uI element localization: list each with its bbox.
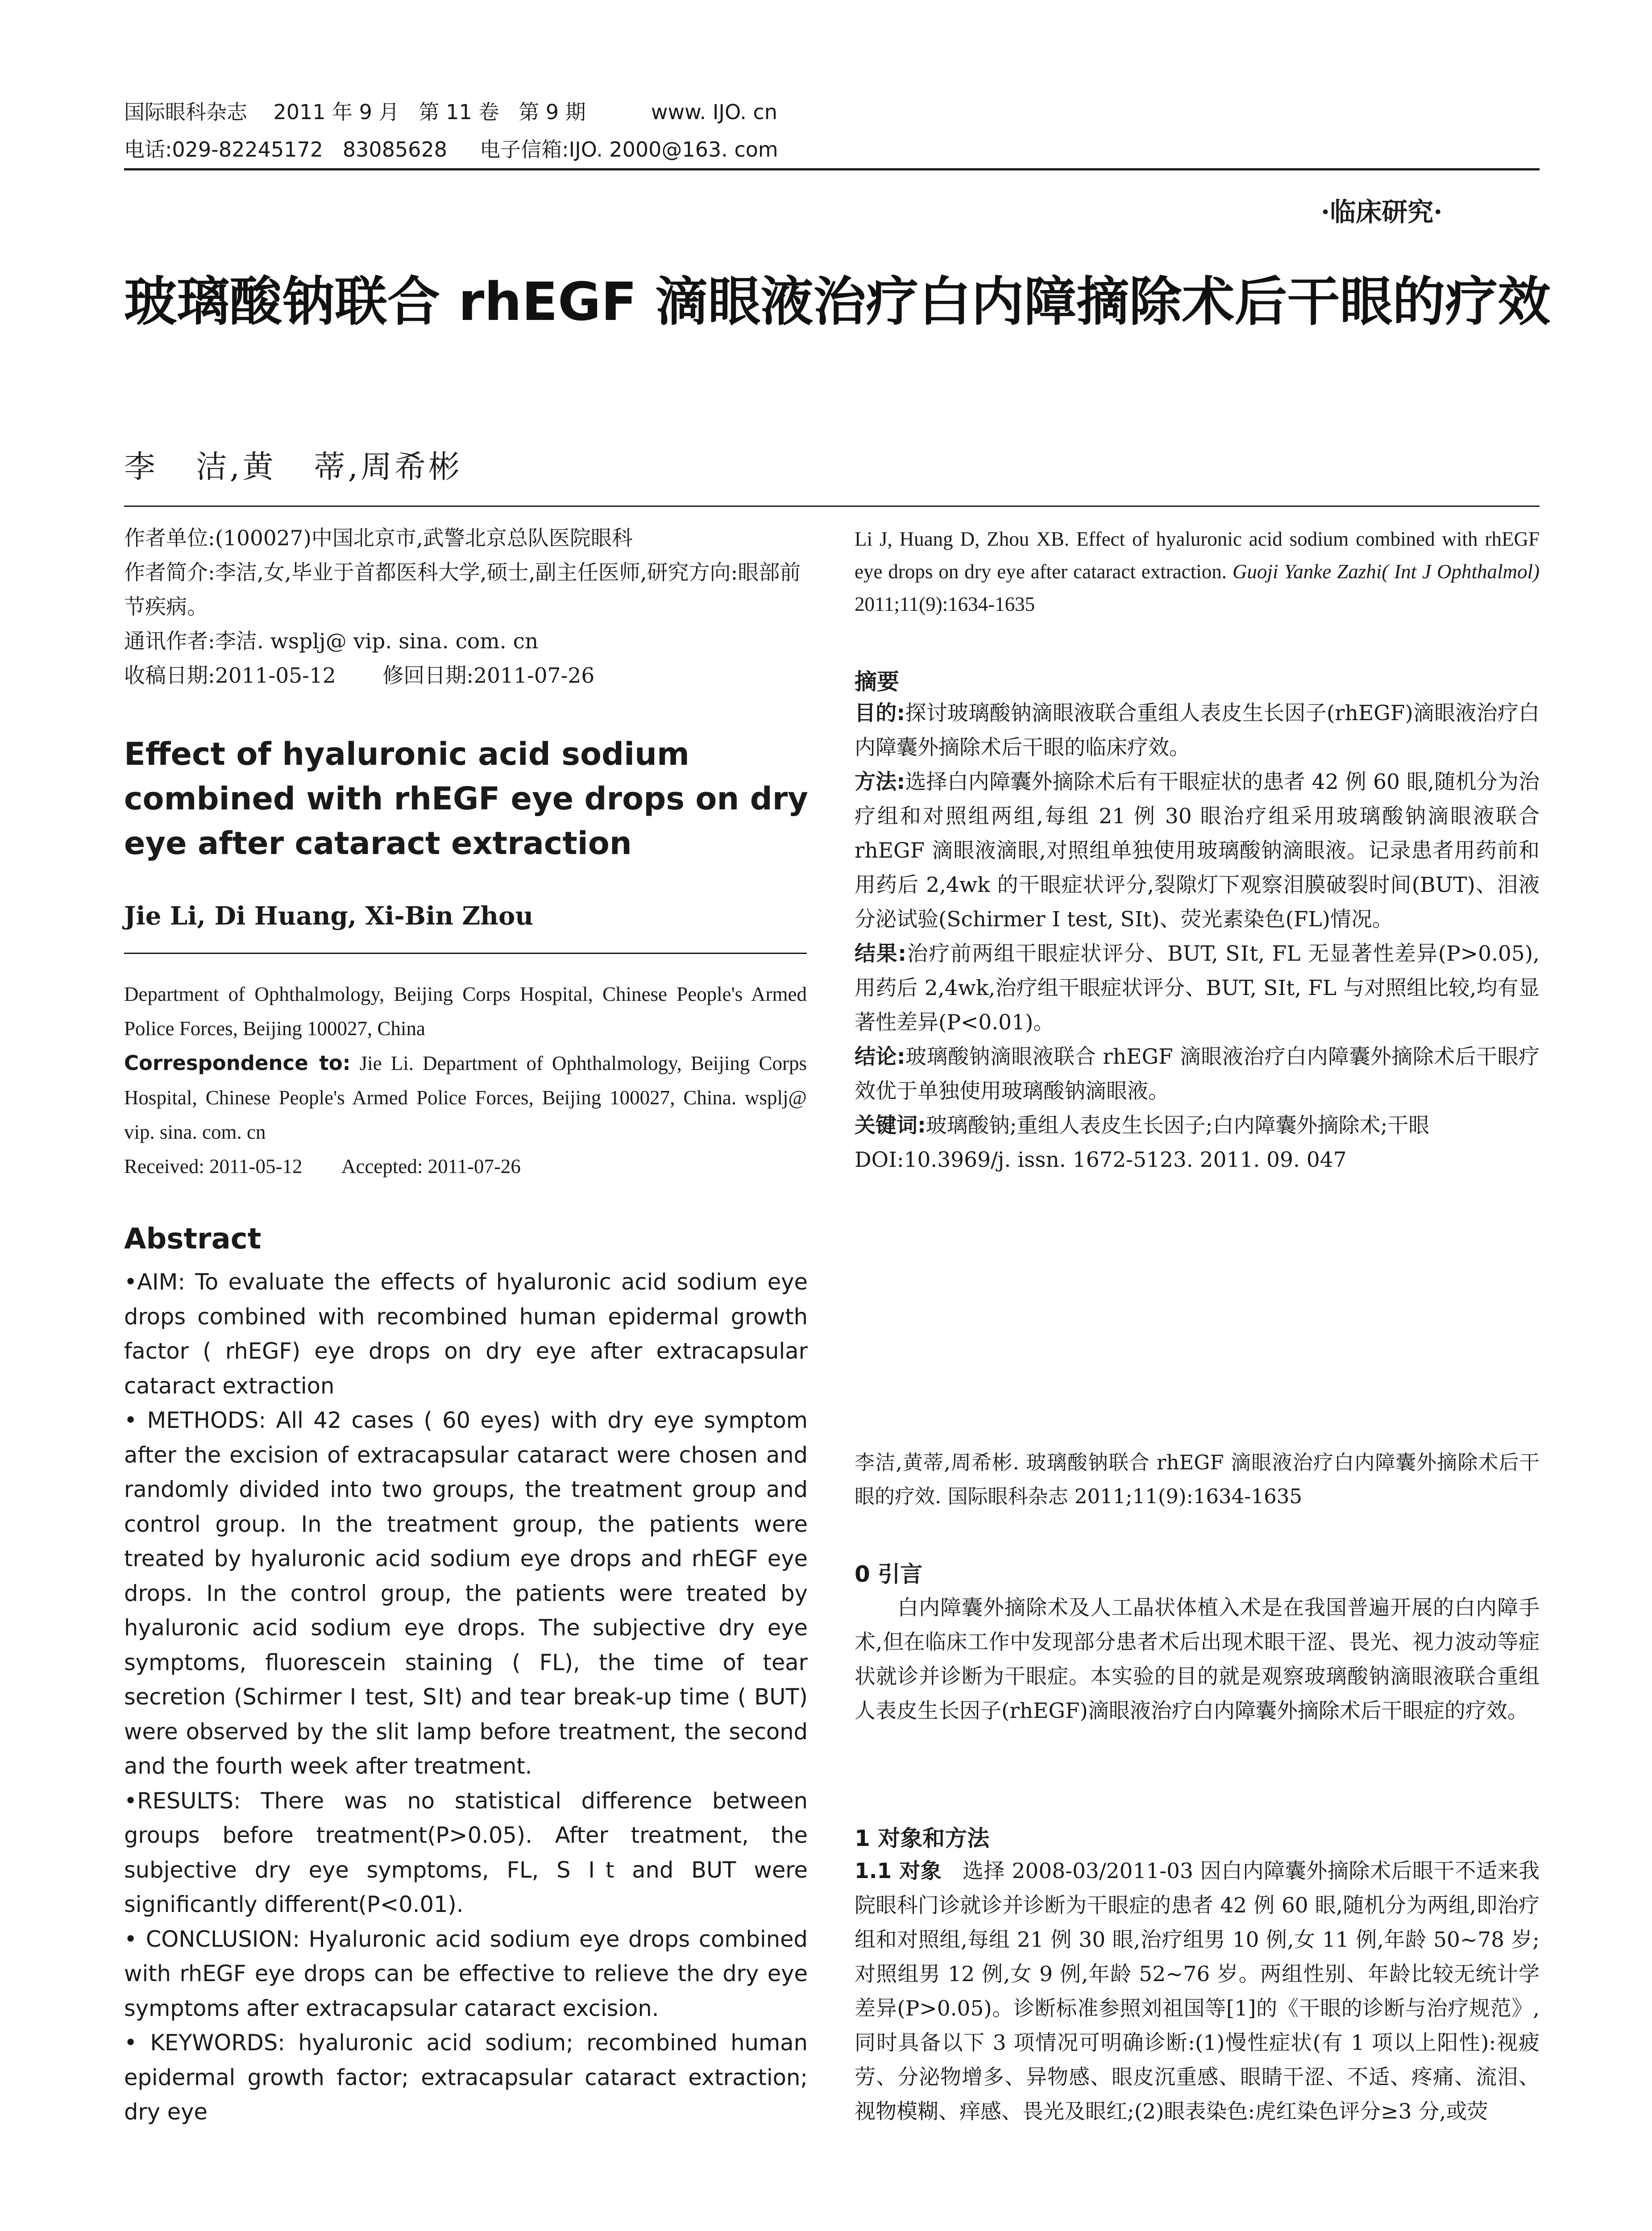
authors-rule <box>124 506 1540 507</box>
cn-keywords <box>855 1108 1540 1143</box>
cn-meta <box>124 521 807 693</box>
citation-en-journal: Guoji Yanke Zazhi( Int J Ophthalmol) <box>1232 560 1540 583</box>
cn-methods-text: 选择白内障囊外摘除术后有干眼症状的患者 42 例 60 眼,随机分为治疗组和对照组两组,每组 21 例 30 眼治疗组采用玻璃酸钠滴眼液联合 rhEGF 滴眼液滴眼,对照组单独使用玻璃酸钠滴眼液。记录患者用药前和用药后 2,4wk 的干眼症状评分,裂隙灯下观察泪膜破裂时间(BUT)、泪液分泌试验(Schirmer Ⅰ test, SⅠt)、荧光素染色(FL)情况。 <box>855 770 1540 932</box>
en-correspondence <box>124 1046 807 1149</box>
conclusion-label: • CONCLUSION: <box>124 1926 300 1952</box>
en-correspondence-text: Jie Li. Department of Ophthalmology, Beijing Corps Hospital, Chinese People's Armed Police Forces, Beijing 100027, China. wsplj@ vip. sina. com. cn <box>124 1052 807 1143</box>
abstract-en <box>124 1265 808 2130</box>
intro-text: 白内障囊外摘除术及人工晶状体植入术是在我国普遍开展的白内障手术,但在临床工作中发现部分患者术后出现术眼干涩、畏光、视力波动等症状就诊并诊断为干眼症。本实验的目的就是观察玻璃酸钠滴眼液联合重组人表皮生长因子(rhEGF)滴眼液治疗白内障囊外摘除术后干眼症的疗效。 <box>855 1596 1540 1723</box>
cn-dates: 收稿日期:2011-05-12 修回日期:2011-07-26 <box>124 663 595 688</box>
en-correspondence-label: Correspondence to: <box>124 1051 351 1075</box>
abstract-cn-heading: 摘要 <box>855 669 899 695</box>
abstract-results <box>124 1784 808 1922</box>
aim-label: •AIM: <box>124 1269 186 1295</box>
methods-sub-label: 1.1 对象 <box>855 1859 942 1883</box>
citation-en-text: Li J, Huang D, Zhou XB. Effect of hyaluronic acid sodium combined with rhEGF eye drops on dry eye after cataract extraction. <box>855 528 1540 583</box>
en-title: Effect of hyaluronic acid sodium combined with rhEGF eye drops on dry eye after cataract extraction <box>124 736 808 862</box>
section-tag: ·临床研究· <box>1321 197 1443 227</box>
cn-aim-label: 目的: <box>855 701 905 726</box>
cn-doi: DOI:10.3969/j. issn. 1672-5123. 2011. 09. 047 <box>855 1148 1347 1172</box>
citation-cn: 李洁,黄蒂,周希彬. 玻璃酸钠联合 rhEGF 滴眼液治疗白内障囊外摘除术后干眼的疗效. 国际眼科杂志 2011;11(9):1634-1635 <box>855 1451 1540 1508</box>
cn-aim <box>855 696 1540 765</box>
cn-author-bio: 作者简介:李洁,女,毕业于首都医科大学,硕士,副主任医师,研究方向:眼部前节疾病。 <box>124 560 801 619</box>
methods-text: All 42 cases ( 60 eyes) with dry eye symptom after the excision of extracapsular cataract were chosen and randomly divided into two groups, the treatment group and control group. In the treatment group, the patients were treated by hyaluronic acid sodium eye drops and rhEGF eye drops. In the control group, the patients were treated by hyaluronic acid sodium eye drops. The subjective dry eye symptoms, fluorescein staining ( FL), the time of tear secretion (Schirmer Ⅰ test, SⅠt) and tear break-up time ( BUT) were observed by the slit lamp before treatment, the second and the fourth week after treatment. <box>124 1407 808 1779</box>
aim-text: To evaluate the effects of hyaluronic acid sodium eye drops combined with recombined human epidermal growth factor ( rhEGF) eye drops on dry eye after extracapsular cataract extraction <box>124 1269 808 1399</box>
en-received: Received: 2011-05-12 Accepted: 2011-07-26 <box>124 1155 521 1178</box>
methods-body-text: 选择 2008-03/2011-03 因白内障囊外摘除术后眼干不适来我院眼科门诊就诊并诊断为干眼症的患者 42 例 60 眼,随机分为两组,即治疗组和对照组,每组 21 例 30 眼,治疗组男 10 例,女 11 例,年龄 50~78 岁;对照组男 12 例,女 9 例,年龄 52~76 岁。两组性别、年龄比较无统计学差异(P>0.05)。诊断标准参照刘祖国等[1]的《干眼的诊断与治疗规范》,同时具备以下 3 项情况可明确诊断:(1)慢性症状(有 1 项以上阳性):视疲劳、分泌物增多、异物感、眼皮沉重感、眼睛干涩、不适、疼痛、流泪、视物模糊、痒感、畏光及眼红;(2)眼表染色:虎红染色评分≥3 分,或荧 <box>855 1859 1540 2124</box>
results-text: There was no statistical difference between groups before treatment(P>0.05). After treatment, the subjective dry eye symptoms, FL, S Ⅰt and BUT were significantly different(P<0.01). <box>124 1787 808 1917</box>
cn-keywords-text: 玻璃酸钠;重组人表皮生长因子;白内障囊外摘除术;干眼 <box>926 1113 1430 1138</box>
cn-methods-label: 方法: <box>855 770 905 794</box>
cn-conclusion-label: 结论: <box>855 1045 905 1069</box>
cn-results-label: 结果: <box>855 941 907 966</box>
keywords-label: • KEYWORDS: <box>124 2030 285 2056</box>
abstract-heading: Abstract <box>124 1223 261 1256</box>
cn-methods <box>855 765 1540 937</box>
citation-en <box>855 523 1540 621</box>
en-department: Department of Ophthalmology, Beijing Corps Hospital, Chinese People's Armed Police Forces, Beijing 100027, China <box>124 983 807 1040</box>
en-meta <box>124 977 807 1184</box>
en-authors: Jie Li, Di Huang, Xi-Bin Zhou <box>124 901 534 931</box>
methods-heading: 1 对象和方法 <box>855 1825 990 1851</box>
cn-results <box>855 937 1540 1040</box>
abstract-aim <box>124 1265 808 1403</box>
cn-aim-text: 探讨玻璃酸钠滴眼液联合重组人表皮生长因子(rhEGF)滴眼液治疗白内障囊外摘除术后干眼的临床疗效。 <box>855 701 1540 760</box>
cn-conclusion-text: 玻璃酸钠滴眼液联合 rhEGF 滴眼液治疗白内障囊外摘除术后干眼疗效优于单独使用玻璃酸钠滴眼液。 <box>855 1045 1540 1103</box>
keywords-text: hyaluronic acid sodium; recombined human epidermal growth factor; extracapsular cataract extraction; dry eye <box>124 2030 808 2125</box>
cn-results-text: 治疗前两组干眼症状评分、BUT, SⅠt, FL 无显著性差异(P>0.05),用药后 2,4wk,治疗组干眼症状评分、BUT, SⅠt, FL 与对照组比较,均有显著性差异(P<0.01)。 <box>855 941 1540 1035</box>
journal-header-line1: 国际眼科杂志 2011 年 9 月 第 11 卷 第 9 期 www. IJO. cn <box>124 100 777 124</box>
abstract-conclusion <box>124 1922 808 2026</box>
results-label: •RESULTS: <box>124 1787 241 1814</box>
citation-en-tail: 2011;11(9):1634-1635 <box>855 593 1035 615</box>
conclusion-text: Hyaluronic acid sodium eye drops combined with rhEGF eye drops can be effective to relieve the dry eye symptoms after extracapsular cataract excision. <box>124 1926 808 2021</box>
article-authors: 李 洁,黄 蒂,周希彬 <box>124 448 463 485</box>
methods-body <box>855 1854 1540 2129</box>
cn-keywords-label: 关键词: <box>855 1113 926 1138</box>
methods-label: • METHODS: <box>124 1407 266 1433</box>
cn-correspondence: 通讯作者:李洁. wsplj@ vip. sina. com. cn <box>124 629 539 654</box>
en-authors-rule <box>124 953 807 954</box>
article-title: 玻璃酸钠联合 rhEGF 滴眼液治疗白内障摘除术后干眼的疗效 <box>124 271 1551 332</box>
cn-conclusion <box>855 1040 1540 1108</box>
header-rule <box>124 168 1540 170</box>
cn-affiliation: 作者单位:(100027)中国北京市,武警北京总队医院眼科 <box>124 526 633 551</box>
abstract-cn <box>855 696 1540 1177</box>
abstract-keywords <box>124 2026 808 2130</box>
journal-header-line2: 电话:029-82245172 83085628 电子信箱:IJO. 2000@163. com <box>124 137 778 162</box>
intro-heading: 0 引言 <box>855 1561 923 1587</box>
abstract-methods <box>124 1403 808 1784</box>
